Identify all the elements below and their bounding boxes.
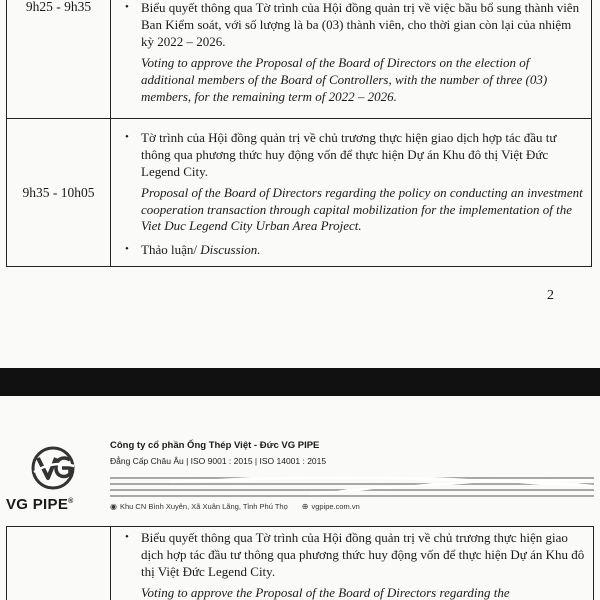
vg-logo-icon [30,446,76,490]
time-cell [7,527,111,600]
agenda-table [6,0,592,267]
page-number: 2 [547,288,554,303]
bullet-text-vi: Biểu quyết thông qua Tờ trình của Hội đồng quản trị về chủ trương thực hiện giao dịch hợp tác đầu tư thông qua phương thức huy động vốn để thực hiện Dự án Khu đô thị Việt Đức Legend City. [141,530,585,580]
location-icon: ◉ [110,502,117,511]
discussion-label-en: Discussion. [200,242,261,258]
time-cell [7,0,111,119]
company-logo [6,446,102,526]
text-en: Voting to approve the Proposal of the Board of Directors regarding the [141,585,510,600]
website-text: vgpipe.com.vn [311,502,360,511]
agenda-table [6,526,594,600]
text-en: Voting to approve the Proposal of the Board of Directors on the election of additional members of the Board of Controllers, with the number of three (03) members, for the remaining term of 2022 – 2026. [141,55,548,104]
agenda-row [7,119,592,267]
time-text: 9h35 - 10h05 [22,184,95,200]
content-cell [111,527,594,600]
bullet-text-vi: Biểu quyết thông qua Tờ trình của Hội đồng quản trị về việc bầu bổ sung thành viên Ban Kiểm soát, với số lượng là ba (03) thành viên, cho thời gian còn lại của nhiệm kỳ 2022 – 2026. [141,0,580,50]
bullet-item [125,529,587,580]
bullet-icon: • [125,531,129,543]
discussion-label-vi: Thảo luận/ [141,242,197,258]
content-cell [111,0,592,119]
registered-mark: ® [68,498,74,505]
text-en: Proposal of the Board of Directors regarding the policy on conducting an investment cooperation transaction through capital mobilization for the implementation of the Viet Duc Legend City Urban Area Project. [141,185,583,234]
address-text: Khu CN Bình Xuyên, Xã Xuân Lãng, Tỉnh Phú Thọ [119,502,288,511]
time-text: 9h25 - 9h35 [25,0,92,14]
bullet-item [125,0,585,50]
company-name: Công ty cổ phần Ống Thép Việt - Đức VG PIPE [110,440,320,451]
agenda-row [7,527,594,600]
agenda-row [7,0,592,119]
header-stripes-decoration [110,474,594,498]
contact-line [110,502,590,511]
content-cell [111,119,592,267]
certifications: Đẳng Cấp Châu Âu | ISO 9001 : 2015 | ISO 14001 : 2015 [110,456,327,466]
page-separator [0,368,600,396]
logo-text: VG PIPE [6,496,69,513]
document-page-bottom [0,396,600,600]
bullet-icon: • [125,243,129,256]
bullet-text-vi: Tờ trình của Hội đồng quản trị về chủ trương thực hiện giao dịch hợp tác đầu tư thông qua phương thức huy động vốn để thực hiện Dự án Khu đô thị Việt Đức Legend City. [141,129,557,180]
bullet-icon: • [125,1,129,13]
bullet-item [125,241,585,258]
bullet-icon: • [125,130,129,143]
bullet-item [125,129,585,180]
globe-icon: ⊕ [301,502,309,511]
time-cell [7,119,111,267]
